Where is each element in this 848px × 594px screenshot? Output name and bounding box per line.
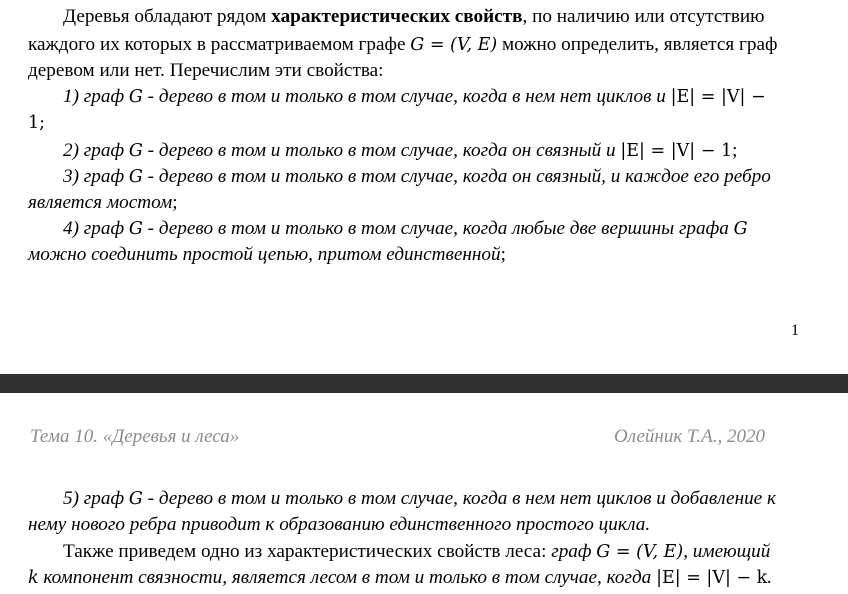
math-G: G — [128, 87, 143, 107]
item-text: 1) граф — [63, 86, 129, 107]
item1-line1 — [63, 84, 766, 110]
item-text: 3) граф — [63, 166, 129, 187]
punct: ; — [732, 140, 738, 161]
para2-italic: , имеющий — [683, 541, 771, 562]
para1-line2 — [28, 32, 777, 58]
page-gap — [0, 374, 848, 393]
para1-text: Деревья обладают рядом — [63, 6, 272, 27]
math-G: G — [128, 489, 143, 509]
punct: . — [767, 567, 773, 588]
item-text: 2) граф — [63, 140, 129, 161]
para2-text: Также приведем одно из характеристических свойств леса: — [63, 541, 552, 562]
math-G: G — [128, 167, 143, 187]
item-text: нему нового ребра приводит к образованию единственного простого цикла. — [28, 514, 651, 535]
item4-line2 — [28, 242, 506, 268]
item1-line2 — [28, 110, 45, 136]
item-text: можно соединить простой цепью, притом единственной — [28, 244, 501, 265]
item-text: - дерево в том и только в том случае, когда любые две вершины графа — [142, 218, 734, 239]
math-formula: |E| = |V| − k — [656, 568, 768, 588]
math-graph: G = (V, E) — [410, 35, 498, 55]
para1-text: , по наличию или отсутствию — [522, 6, 765, 27]
page-number: 1 — [791, 322, 799, 339]
para1-text: деревом или нет. Перечислим эти свойства: — [28, 60, 384, 81]
item-text: - дерево в том и только в том случае, когда он связный, и каждое его ребро — [142, 166, 771, 187]
item5-line2 — [28, 512, 650, 538]
header-right: Олейник Т.А., 2020 — [614, 426, 765, 447]
para2-line2 — [28, 565, 772, 591]
math-graph: G = (V, E) — [596, 542, 684, 562]
para2-line1 — [63, 539, 770, 565]
item3-line1 — [63, 164, 771, 190]
item-text: - дерево в том и только в том случае, когда в нем нет циклов и добавление к — [142, 488, 776, 509]
item-text: - дерево в том и только в том случае, когда он связный и — [142, 140, 621, 161]
para1-text: каждого их которых в рассматриваемом графе — [28, 34, 411, 55]
item-text: 5) граф — [63, 488, 129, 509]
item2-line1 — [63, 138, 737, 164]
bold-term: характеристических свойств — [271, 6, 523, 27]
para2-italic: компонент связности, является лесом в том и только в том случае, когда — [38, 567, 657, 588]
math-k: k — [28, 568, 39, 588]
para1-line1 — [63, 4, 764, 30]
math-formula: 1; — [28, 113, 46, 133]
header-left: Тема 10. «Деревья и леса» — [30, 426, 240, 447]
math-G: G — [128, 141, 143, 161]
para2-italic: граф — [551, 541, 597, 562]
para1-line3 — [28, 58, 383, 84]
item3-line2 — [28, 190, 178, 216]
math-formula: |E| = |V| − — [670, 87, 766, 107]
item-text: 4) граф — [63, 218, 129, 239]
punct: ; — [500, 244, 506, 265]
math-G: G — [733, 219, 748, 239]
math-formula: |E| = |V| − 1 — [620, 141, 733, 161]
item-text: - дерево в том и только в том случае, когда в нем нет циклов и — [142, 86, 671, 107]
math-G: G — [128, 219, 143, 239]
item5-line1 — [63, 486, 776, 512]
item-text: является мостом — [28, 192, 173, 213]
item4-line1 — [63, 216, 748, 242]
para1-text: можно определить, является граф — [497, 34, 778, 55]
punct: ; — [172, 192, 178, 213]
